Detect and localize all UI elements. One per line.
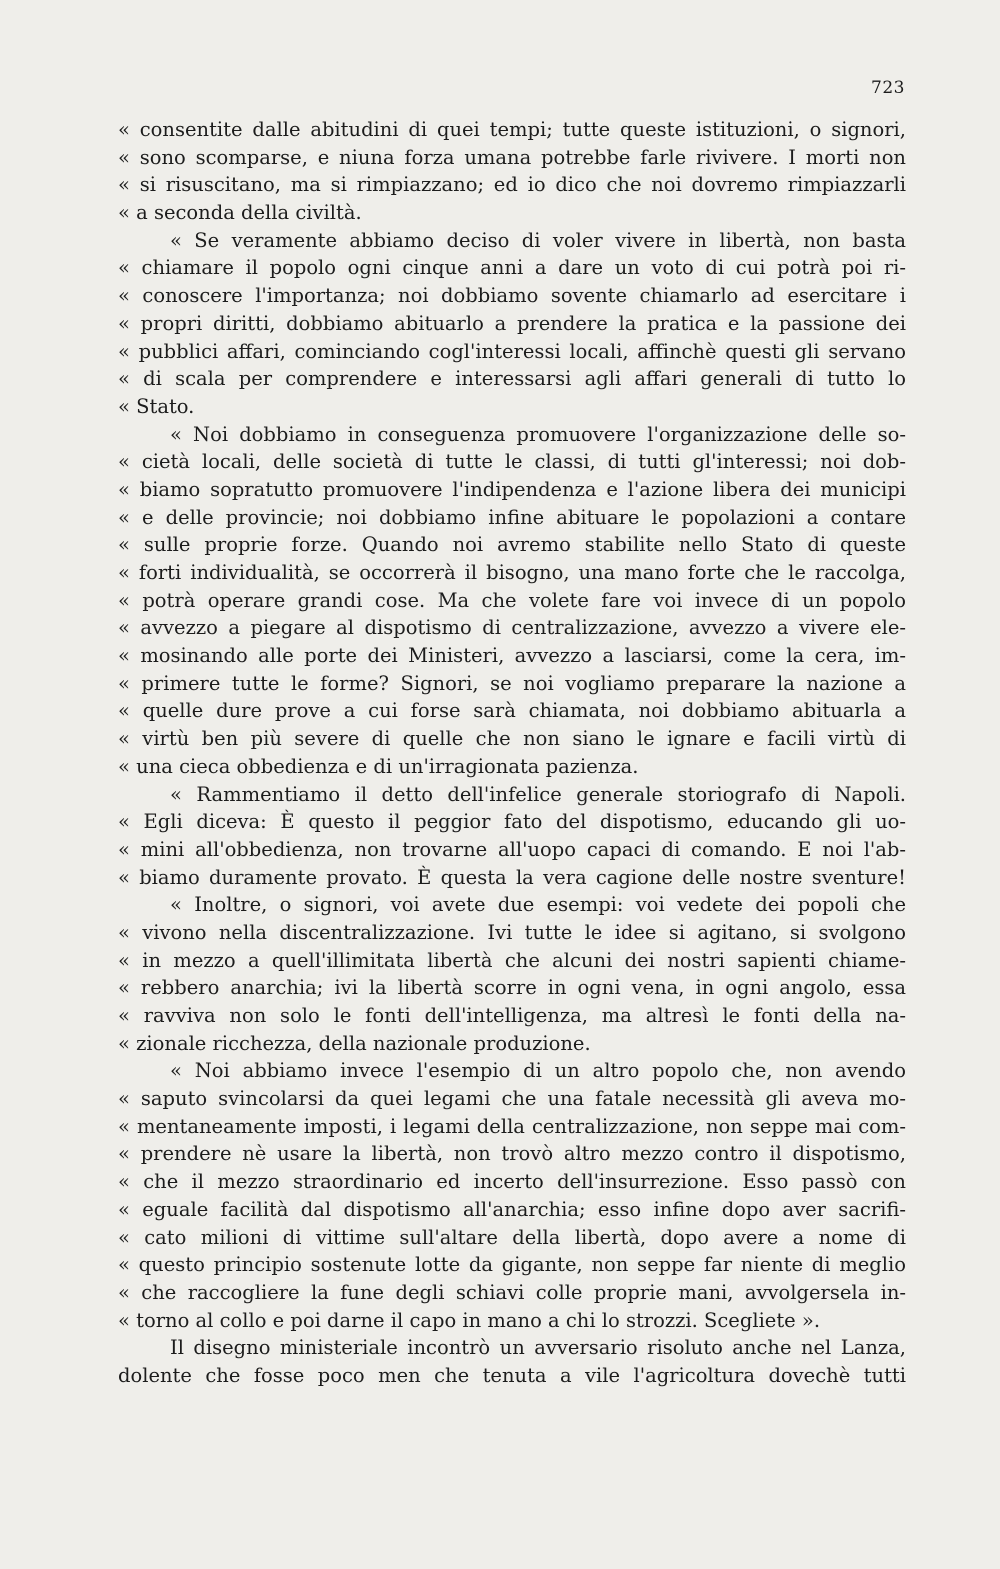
text-line: « prendere nè usare la libertà, non trovò altro mezzo contro il dispotismo,	[118, 1142, 906, 1166]
text-line: « potrà operare grandi cose. Ma che volete fare voi invece di un popolo	[118, 588, 906, 612]
text-line: « questo principio sostenute lotte da gigante, non seppe far niente di meglio	[118, 1253, 906, 1277]
text-line: « Egli diceva: È questo il peggior fato del dispotismo, educando gli uo-	[118, 810, 906, 834]
text-line: « Rammentiamo il detto dell'infelice generale storiografo di Napoli.	[170, 782, 906, 806]
text-line: « mini all'obbedienza, non trovarne all'uopo capaci di comando. E noi l'ab-	[118, 837, 906, 861]
text-line: « Stato.	[118, 394, 195, 418]
text-line: « in mezzo a quell'illimitata libertà che alcuni dei nostri sapienti chiame-	[118, 948, 906, 972]
text-line: « Se veramente abbiamo deciso di voler vivere in libertà, non basta	[170, 228, 906, 252]
text-line: « rebbero anarchia; ivi la libertà scorre in ogni vena, in ogni angolo, essa	[118, 976, 906, 1000]
text-line: « mosinando alle porte dei Ministeri, avvezzo a lasciarsi, come la cera, im-	[118, 644, 906, 668]
text-line: « di scala per comprendere e interessarsi agli affari generali di tutto lo	[118, 367, 906, 391]
text-line: « conoscere l'importanza; noi dobbiamo sovente chiamarlo ad esercitare i	[118, 284, 906, 308]
text-line: « propri diritti, dobbiamo abituarlo a prendere la pratica e la passione dei	[118, 311, 906, 335]
text-line: « cato milioni di vittime sull'altare della libertà, dopo avere a nome di	[118, 1225, 906, 1249]
text-line: « vivono nella discentralizzazione. Ivi tutte le idee si agitano, si svolgono	[118, 920, 906, 944]
text-line: « una cieca obbedienza e di un'irragionata pazienza.	[118, 754, 639, 778]
text-line: « eguale facilità dal dispotismo all'anarchia; esso infine dopo aver sacrifi-	[118, 1197, 906, 1221]
text-line: « a seconda della civiltà.	[118, 201, 362, 225]
text-line: « quelle dure prove a cui forse sarà chiamata, noi dobbiamo abituarla a	[118, 699, 906, 723]
text-line: « mentaneamente imposti, i legami della centralizzazione, non seppe mai com-	[118, 1114, 906, 1138]
text-line: « Noi dobbiamo in conseguenza promuovere l'organizzazione delle so-	[170, 422, 906, 446]
text-line: « chiamare il popolo ogni cinque anni a dare un voto di cui potrà poi ri-	[118, 256, 906, 280]
text-line: « biamo duramente provato. È questa la vera cagione delle nostre sventure!	[118, 865, 906, 889]
body-text	[118, 116, 906, 1390]
text-line: « primere tutte le forme? Signori, se noi vogliamo preparare la nazione a	[118, 671, 906, 695]
text-line: « pubblici affari, cominciando cogl'interessi locali, affinchè questi gli servano	[118, 339, 906, 363]
page-number: 723	[871, 78, 905, 98]
text-line: « cietà locali, delle società di tutte le classi, di tutti gl'interessi; noi dob-	[118, 450, 906, 474]
text-line: « che raccogliere la fune degli schiavi colle proprie mani, avvolgersela in-	[118, 1280, 906, 1304]
text-line: « torno al collo e poi darne il capo in mano a chi lo strozzi. Scegliete ».	[118, 1308, 821, 1332]
text-line: « biamo sopratutto promuovere l'indipendenza e l'azione libera dei municipi	[118, 477, 906, 501]
text-line: « forti individualità, se occorrerà il bisogno, una mano forte che le raccolga,	[118, 561, 906, 584]
text-line: « e delle provincie; noi dobbiamo infine abituare le popolazioni a contare	[118, 505, 906, 529]
text-line: « ravviva non solo le fonti dell'intelligenza, ma altresì le fonti della na-	[118, 1004, 906, 1027]
text-line: « sono scomparse, e niuna forza umana potrebbe farle rivivere. I morti non	[118, 145, 906, 169]
text-line: « sulle proprie forze. Quando noi avremo stabilite nello Stato di queste	[118, 533, 906, 557]
text-line: « Noi abbiamo invece l'esempio di un altro popolo che, non avendo	[170, 1059, 906, 1083]
text-line: « saputo svincolarsi da quei legami che una fatale necessità gli aveva mo-	[118, 1087, 906, 1111]
text-line: « che il mezzo straordinario ed incerto dell'insurrezione. Esso passò con	[118, 1170, 906, 1194]
text-line: « si risuscitano, ma si rimpiazzano; ed io dico che noi dovremo rimpiazzarli	[118, 173, 906, 197]
text-line: « Inoltre, o signori, voi avete due esempi: voi vedete dei popoli che	[170, 893, 906, 917]
text-line: « consentite dalle abitudini di quei tempi; tutte queste istituzioni, o signori,	[118, 118, 906, 141]
text-line: « virtù ben più severe di quelle che non siano le ignare e facili virtù di	[118, 727, 906, 751]
text-line: Il disegno ministeriale incontrò un avversario risoluto anche nel Lanza,	[170, 1336, 906, 1360]
text-line: « zionale ricchezza, della nazionale produzione.	[118, 1031, 591, 1055]
text-line: « avvezzo a piegare al dispotismo di centralizzazione, avvezzo a vivere ele-	[118, 616, 906, 640]
text-line: dolente che fosse poco men che tenuta a vile l'agricoltura dovechè tutti	[118, 1363, 906, 1387]
